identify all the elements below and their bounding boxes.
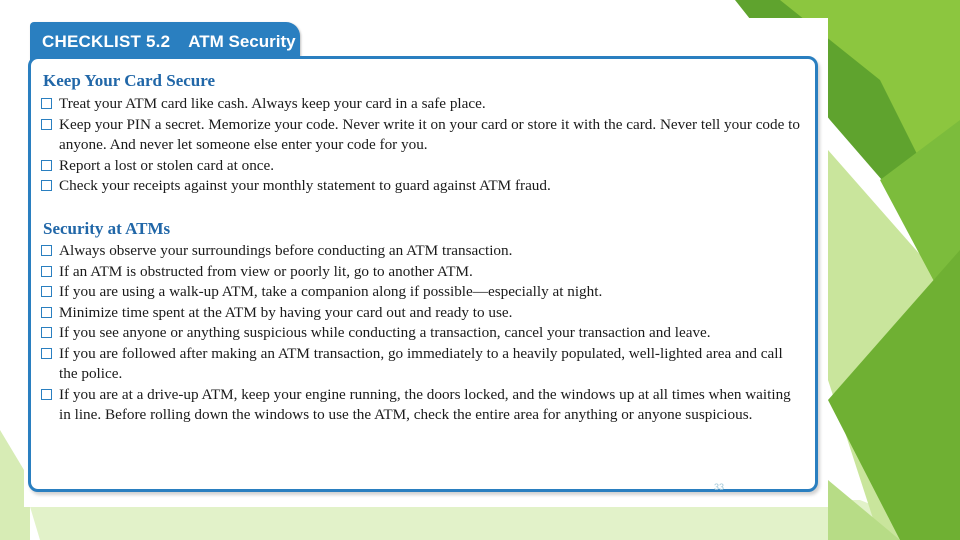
checklist-panel <box>28 56 818 492</box>
list-item: If you see anyone or anything suspicious while conducting a transaction, cancel your transaction and leave. <box>39 323 803 344</box>
list-item: Always observe your surroundings before conducting an ATM transaction. <box>39 241 803 262</box>
section-heading-security-at-atms: Security at ATMs <box>43 219 171 238</box>
atm-security-list <box>39 241 803 426</box>
checkbox-icon <box>41 286 52 297</box>
checkbox-icon <box>41 160 52 171</box>
list-item: Minimize time spent at the ATM by having your card out and ready to use. <box>39 303 803 324</box>
section-heading-card-secure: Keep Your Card Secure <box>43 71 216 90</box>
list-item: Treat your ATM card like cash. Always keep your card in a safe place. <box>39 94 803 115</box>
checklist-title: ATM Security <box>188 32 296 51</box>
checkbox-icon <box>41 327 52 338</box>
checkbox-icon <box>41 119 52 130</box>
checkbox-icon <box>41 266 52 277</box>
list-item: If you are followed after making an ATM transaction, go immediately to a heavily populated, well-lighted area and call the police. <box>39 344 803 385</box>
list-item: If an ATM is obstructed from view or poorly lit, go to another ATM. <box>39 262 803 283</box>
checklist-number: CHECKLIST 5.2 <box>42 32 171 51</box>
checkbox-icon <box>41 348 52 359</box>
page-number: 33 <box>714 482 725 492</box>
card-secure-list <box>39 94 803 197</box>
checkbox-icon <box>41 180 52 191</box>
list-item: Check your receipts against your monthly statement to guard against ATM fraud. <box>39 176 803 197</box>
checkbox-icon <box>41 98 52 109</box>
checkbox-icon <box>41 245 52 256</box>
list-item: If you are at a drive-up ATM, keep your engine running, the doors locked, and the windows up at all times when waiting in line. Before rolling down the windows to use the ATM, check the entire area for anything or anyone suspicious. <box>39 385 803 426</box>
checklist-image <box>24 18 828 507</box>
list-item: If you are using a walk-up ATM, take a companion along if possible—especially at night. <box>39 282 803 303</box>
list-item: Keep your PIN a secret. Memorize your code. Never write it on your card or store it with the card. Never tell your code to anyone. And never let someone else enter your code for you. <box>39 115 803 156</box>
checkbox-icon <box>41 307 52 318</box>
checkbox-icon <box>41 389 52 400</box>
list-item: Report a lost or stolen card at once. <box>39 156 803 177</box>
